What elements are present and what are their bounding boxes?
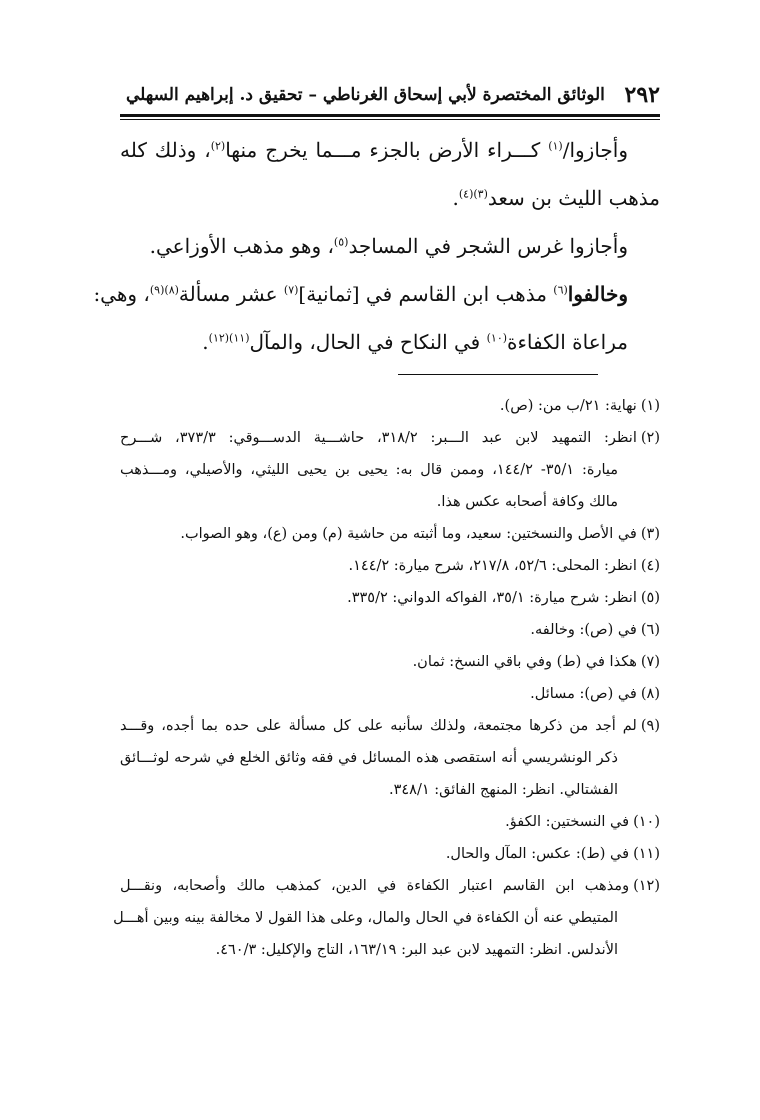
footnotes: [113, 390, 660, 966]
footnote-11: (١١) في (ط): عكس: المآل والحال.: [120, 838, 660, 870]
main-line-5: مراعاة الكفاءة$^{(١٠)}$ في النكاح في الحال، والمآل$^{(١١)(١٢)}$.: [202, 330, 628, 354]
footnote-8: (٨) في (ص): مسائل.: [120, 678, 660, 710]
footnote-number: (١): [640, 398, 660, 414]
main-text: [93, 126, 660, 366]
main-line-4: وخالفوا$^{(٦)}$ مذهب ابن القاسم في [ثمانية]$^{(٧)}$ عشر مسألة$^{(٨)(٩)}$، وهي:: [93, 282, 628, 306]
footnote-number: (٢): [640, 430, 660, 446]
footnote-number: (٤): [640, 558, 660, 574]
footnote-12: (١٢) ومذهب ابن القاسم اعتبار الكفاءة في الدين، كمذهب مالك وأصحابه، ونقـــل: [120, 870, 660, 902]
footnote-9-cont: ذكر الونشريسي أنه استقصى هذه المسائل في فقه وثائق الخلع في شرحه لوثـــائق: [120, 750, 618, 766]
page-number: ٢٩٢: [624, 82, 660, 108]
footnote-9-cont: الفشتالي. انظر: المنهج الفائق: ٣٤٨/١.: [388, 782, 618, 798]
main-line-2: مذهب الليث بن سعد$^{(٣)(٤)}$.: [452, 186, 660, 210]
footnote-ref[interactable]: (١٠): [486, 331, 508, 345]
footnote-number: (٧): [640, 654, 660, 670]
footnote-ref[interactable]: (٦): [553, 283, 568, 297]
footnote-9: (٩) لم أجد من ذكرها مجتمعة، ولذلك سأنبه على كل مسألة على حده بما أجده، وقـــد: [120, 710, 660, 742]
running-title: الوثائق المختصرة لأبي إسحاق الغرناطي – تحقيق د. إبراهيم السهلي: [126, 85, 605, 105]
footnote-3: (٣) في الأصل والنسختين: سعيد، وما أثبته من حاشية (م) ومن (ع)، وهو الصواب.: [120, 518, 660, 550]
footnote-number: (١٠): [633, 814, 660, 830]
footnote-12-cont: الأندلس. انظر: التمهيد لابن عبد البر: ١٦٣/١٩، التاج والإكليل: ٤٦٠/٣.: [215, 942, 618, 958]
footnote-number: (٩): [640, 718, 660, 734]
footnote-12-cont: المتيطي عنه أن الكفاءة في الحال والمال، وعلى هذا القول لا مخالفة بينه وبين أهـــل: [113, 910, 618, 926]
footnote-2-cont: مالك وكافة أصحابه عكس هذا.: [436, 494, 618, 510]
main-line-1: وأجازوا/$^{(١)}$ كـــراء الأرض بالجزء مـــما يخرج منها$^{(٢)}$، وذلك كله: [120, 138, 628, 162]
main-line-3: وأجازوا غرس الشجر في المساجد$^{(٥)}$، وهو مذهب الأوزاعي.: [149, 234, 628, 258]
footnote-separator: [398, 374, 598, 375]
footnote-2-cont: ميارة: ٣٥/١- ١٤٤/٢، وممن قال به: يحيى بن يحيى الليثي، والأصيلي، ومـــذهب: [120, 462, 619, 478]
header-rule-thin: [120, 119, 660, 120]
footnote-number: (٣): [640, 526, 660, 542]
footnote-ref[interactable]: (١١)(١٢): [208, 331, 250, 345]
footnote-number: (١٢): [633, 878, 660, 894]
footnote-number: (١١): [633, 846, 660, 862]
footnote-6: (٦) في (ص): وخالفه.: [120, 614, 660, 646]
footnote-ref[interactable]: (١): [548, 139, 563, 153]
footnote-ref[interactable]: (٣)(٤): [458, 187, 488, 201]
header-rule-thick: [120, 114, 660, 117]
footnote-7: (٧) هكذا في (ط) وفي باقي النسخ: ثمان.: [120, 646, 660, 678]
page-header: [126, 78, 660, 112]
footnote-4: (٤) انظر: المحلى: ٥٢/٦، ٢١٧/٨، شرح ميارة: ١٤٤/٢.: [120, 550, 660, 582]
footnote-2: (٢) انظر: التمهيد لابن عبد الـــبر: ٣١٨/٢، حاشـــية الدســـوقي: ٣٧٣/٣، شـــرح: [120, 422, 660, 454]
footnote-ref[interactable]: (٨)(٩): [149, 283, 179, 297]
footnote-5: (٥) انظر: شرح ميارة: ٣٥/١، الفواكه الدواني: ٣٣٥/٢.: [120, 582, 660, 614]
footnote-number: (٦): [640, 622, 660, 638]
footnote-10: (١٠) في النسختين: الكفؤ.: [120, 806, 660, 838]
footnote-number: (٨): [640, 686, 660, 702]
footnote-ref[interactable]: (٢): [210, 139, 226, 153]
footnote-1: (١) نهاية: ٢١/ب من: (ص).: [120, 390, 660, 422]
footnote-ref[interactable]: (٧): [283, 283, 299, 297]
footnote-number: (٥): [640, 590, 660, 606]
footnote-ref[interactable]: (٥): [333, 235, 349, 249]
